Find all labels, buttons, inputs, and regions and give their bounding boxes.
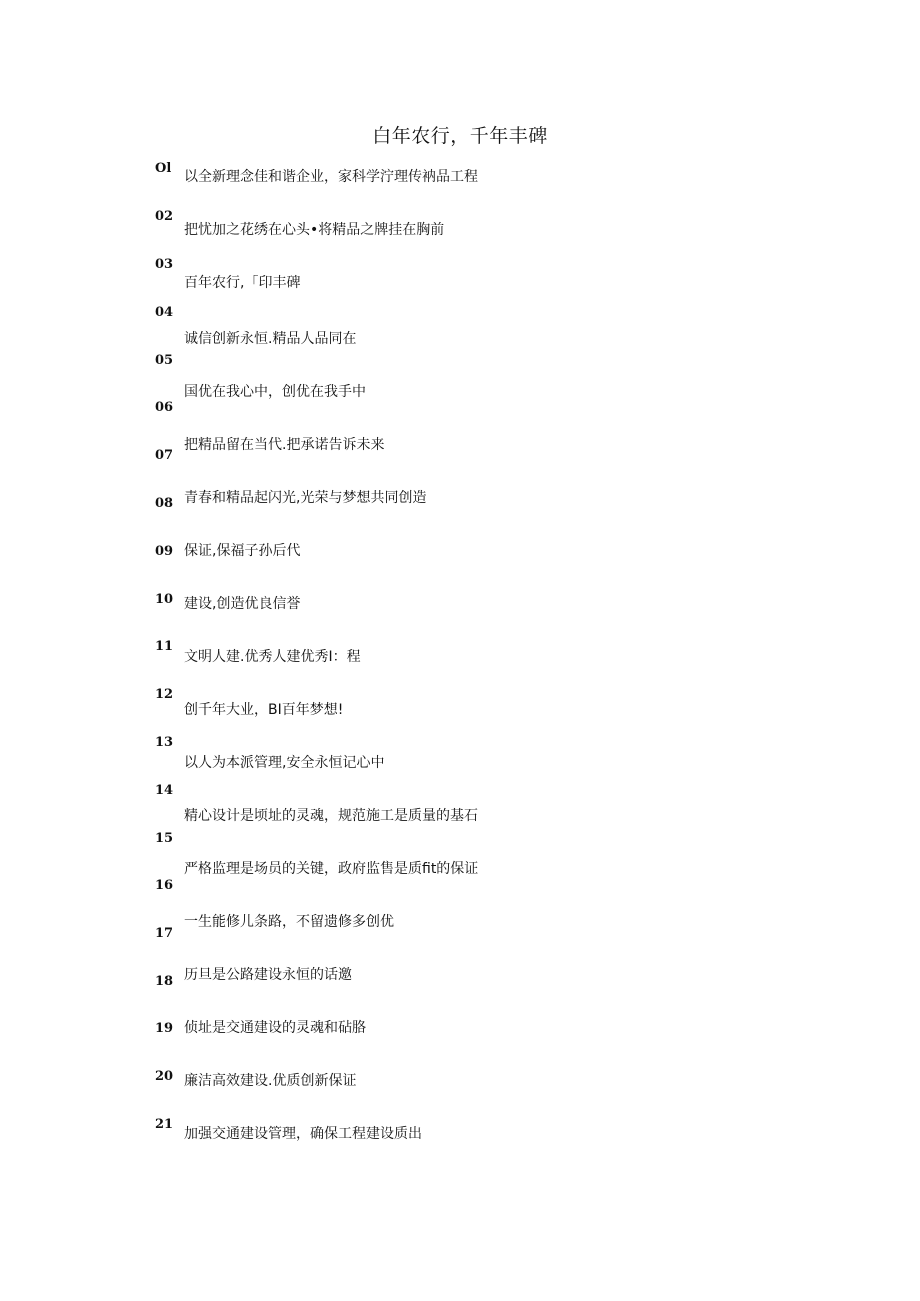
slogan-number: 08 xyxy=(155,496,174,511)
slogan-text: 廉洁高效建设.优质创新保证 xyxy=(184,1073,357,1089)
slogan-text: 以人为本派管理,安全永恒记心中 xyxy=(184,755,385,771)
slogan-text: 把忧加之花绣在心头•将精品之牌挂在胸前 xyxy=(184,222,445,238)
slogan-number: 18 xyxy=(155,974,174,989)
slogan-text: 精心设计是顷址的灵魂，规范施工是质量的基石 xyxy=(184,808,478,824)
slogan-text: 建设,创造优良信誉 xyxy=(184,596,301,612)
slogan-text: 严格监理是场员的关键，政府监售是质fit的保证 xyxy=(184,861,479,877)
slogan-text: 诚信创新永恒.精品人品同在 xyxy=(184,331,357,347)
slogan-number: 12 xyxy=(155,687,174,702)
slogan-number: 10 xyxy=(155,592,174,607)
slogan-number: 07 xyxy=(155,448,174,463)
slogan-number: 04 xyxy=(155,305,174,320)
slogan-number: 16 xyxy=(155,878,174,893)
slogan-number: 05 xyxy=(155,353,174,368)
slogan-text: 百年农行,「印丰碑 xyxy=(184,275,301,291)
slogan-text: 历旦是公路建设永恒的话邀 xyxy=(184,967,352,983)
slogan-text: 以全新理念佳和谐企业，家科学泞理传衲品工程 xyxy=(184,169,478,185)
slogan-number: 13 xyxy=(155,735,174,750)
slogan-text: 一生能修儿条路，不留遗修多创优 xyxy=(184,914,394,930)
slogan-number: 06 xyxy=(155,400,174,415)
slogan-number: Ol xyxy=(155,161,172,176)
slogan-number: 21 xyxy=(155,1117,174,1132)
slogan-text: 创千年大业，BI百年梦想! xyxy=(184,702,344,718)
document-title: 白年农行，千年丰碑 xyxy=(372,125,548,147)
slogan-text: 把精品留在当代.把承诺告诉未来 xyxy=(184,437,385,453)
slogan-text: 文明人建.优秀人建优秀I：程 xyxy=(184,649,361,665)
slogan-number: 03 xyxy=(155,257,174,272)
slogan-number: 02 xyxy=(155,209,174,224)
slogan-text: 保证,保福子孙后代 xyxy=(184,543,301,559)
slogan-number: 14 xyxy=(155,783,174,798)
slogan-number: 09 xyxy=(155,544,174,559)
slogan-number: 19 xyxy=(155,1021,174,1036)
slogan-text: 青春和精品起闪光,光荣与梦想共同创造 xyxy=(184,490,427,506)
slogan-number: 17 xyxy=(155,926,174,941)
slogan-text: 加强交通建设管理，确保工程建设质出 xyxy=(184,1126,422,1142)
slogan-number: 11 xyxy=(155,639,174,654)
slogan-number: 20 xyxy=(155,1069,174,1084)
slogan-number: 15 xyxy=(155,831,174,846)
slogan-text: 侦址是交通建设的灵魂和砧胳 xyxy=(184,1020,366,1036)
slogan-text: 国优在我心中，创优在我手中 xyxy=(184,384,366,400)
